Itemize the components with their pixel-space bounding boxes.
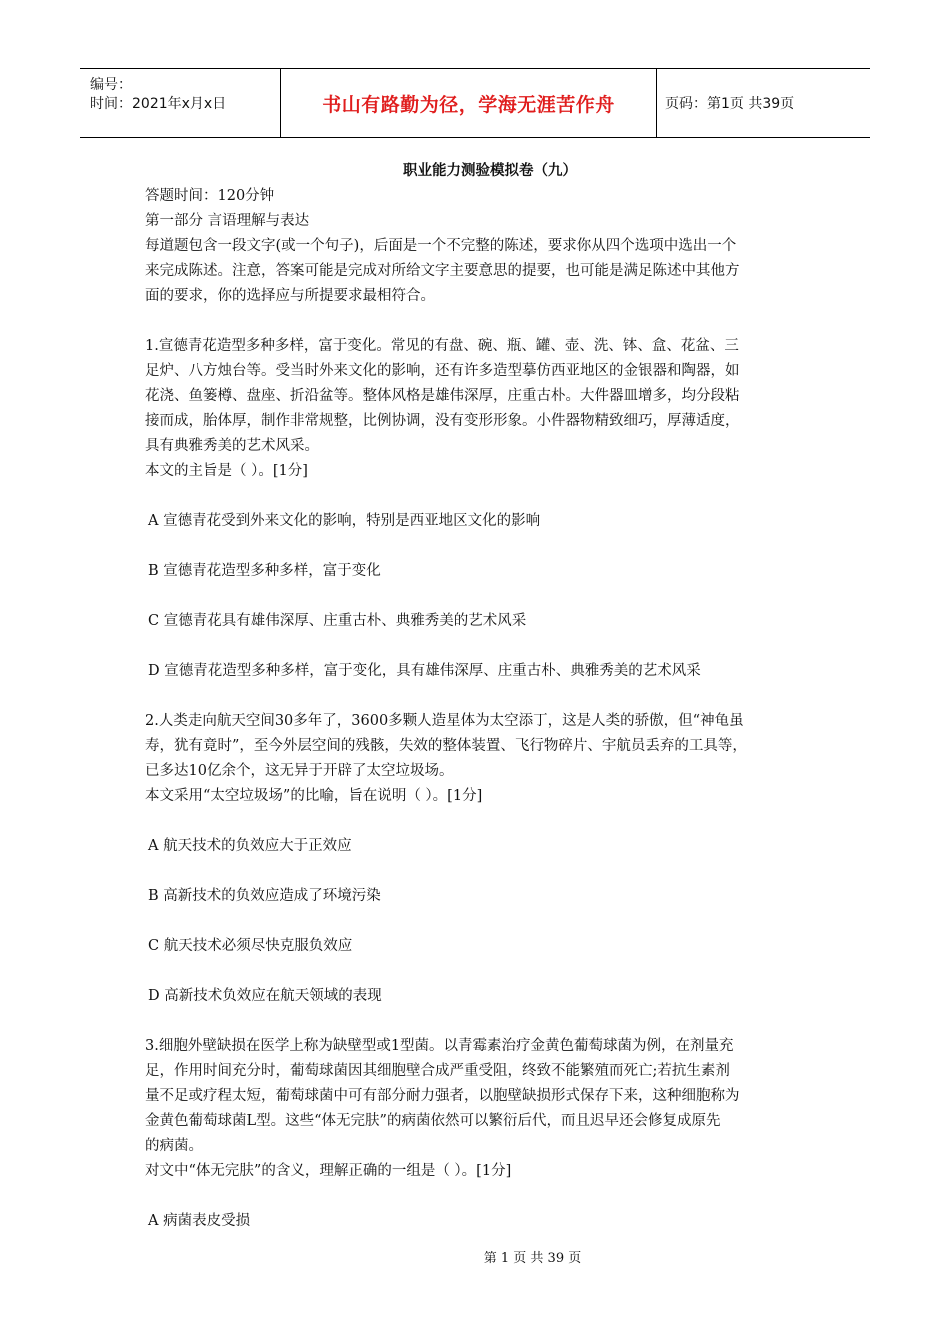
q3-passage-line: 量不足或疗程太短，葡萄球菌中可有部分耐力强者，以胞壁缺损形式保存下来，这种细胞称为: [145, 1088, 740, 1104]
footer-page-number: 第 1 页 共 39 页: [483, 1251, 582, 1266]
q2-option-b: B 高新技术的负效应造成了环境污染: [148, 888, 381, 904]
q2-option-d: D 高新技术负效应在航天领域的表现: [148, 988, 382, 1004]
spacer: [145, 684, 825, 709]
q2-passage-line: 2.人类走向航天空间30多年了，3600多颗人造星体为太空添丁，这是人类的骄傲，但“神龟虽: [145, 713, 744, 729]
header-meta-cell: [80, 69, 281, 137]
header-motto: 书山有路勤为径，学海无涯苦作舟: [322, 93, 615, 116]
instruction-line: 每道题包含一段文字(或一个句子)，后面是一个不完整的陈述，要求你从四个选项中选出一个: [145, 238, 737, 254]
spacer: [145, 634, 825, 659]
page-header: [80, 68, 870, 138]
q2-option-a: A 航天技术的负效应大于正效应: [148, 838, 352, 854]
answer-time: 答题时间：120分钟: [145, 188, 275, 204]
page-footer: [0, 1247, 950, 1266]
spacer: [145, 1009, 825, 1034]
q1-passage-line: 具有典雅秀美的艺术风采。: [145, 438, 319, 454]
q1-option-c: C 宣德青花具有雄伟深厚、庄重古朴、典雅秀美的艺术风采: [148, 613, 527, 629]
doc-title: 职业能力测验模拟卷（九）: [403, 162, 577, 179]
spacer: [145, 909, 825, 934]
q2-question: 本文采用“太空垃圾场”的比喻，旨在说明（ ）。[1分]: [145, 788, 483, 804]
q3-passage-line: 足，作用时间充分时，葡萄球菌因其细胞壁合成严重受阻，终致不能繁殖而死亡;若抗生素剂: [145, 1063, 730, 1079]
spacer: [145, 534, 825, 559]
q3-passage-line: 金黄色葡萄球菌L型。这些“体无完肤”的病菌依然可以繁衍后代，而且迟早还会修复成原先: [145, 1113, 721, 1129]
q1-option-d: D 宣德青花造型多种多样，富于变化，具有雄伟深厚、庄重古朴、典雅秀美的艺术风采: [148, 663, 701, 679]
spacer: [145, 1184, 825, 1209]
q1-option-a: A 宣德青花受到外来文化的影响，特别是西亚地区文化的影响: [148, 513, 541, 529]
spacer: [145, 484, 825, 509]
header-page-info: 页码：第1页 共39页: [665, 96, 795, 112]
spacer: [145, 309, 825, 334]
q1-passage-line: 足炉、八方烛台等。受当时外来文化的影响，还有许多造型摹仿西亚地区的金银器和陶器，如: [145, 363, 740, 379]
q2-passage-line: 寿，犹有竟时”，至今外层空间的残骸，失效的整体装置、飞行物碎片、宇航员丢弃的工具等，: [145, 738, 747, 754]
spacer: [145, 809, 825, 834]
q3-passage-line: 的病菌。: [145, 1138, 203, 1154]
q2-option-c: C 航天技术必须尽快克服负效应: [148, 938, 353, 954]
q3-question: 对文中“体无完肤”的含义，理解正确的一组是（ ）。[1分]: [145, 1163, 512, 1179]
doc-date: 时间：2021年x月x日: [90, 96, 227, 112]
document-body: [145, 158, 825, 1234]
spacer: [145, 859, 825, 884]
q3-passage-line: 3.细胞外壁缺损在医学上称为缺壁型或1型菌。以青霉素治疗金黄色葡萄球菌为例，在剂量充: [145, 1038, 734, 1054]
header-motto-cell: [281, 69, 657, 137]
q3-option-a: A 病菌表皮受损: [148, 1213, 251, 1229]
instruction-line: 来完成陈述。注意，答案可能是完成对所给文字主要意思的提要，也可能是满足陈述中其他方: [145, 263, 740, 279]
q2-passage-line: 已多达10亿余个，这无异于开辟了太空垃圾场。: [145, 763, 454, 779]
spacer: [145, 959, 825, 984]
doc-number-label: 编号：: [90, 77, 132, 93]
spacer: [145, 584, 825, 609]
part-heading: 第一部分 言语理解与表达: [145, 213, 310, 229]
q1-passage-line: 花浇、鱼篓樽、盘座、折沿盆等。整体风格是雄伟深厚，庄重古朴。大件器皿增多，均分段粘: [145, 388, 740, 404]
q1-question: 本文的主旨是（ ）。[1分]: [145, 463, 308, 479]
q1-option-b: B 宣德青花造型多种多样，富于变化: [148, 563, 381, 579]
q1-passage-line: 接而成，胎体厚，制作非常规整，比例协调，没有变形形象。小件器物精致细巧，厚薄适度，: [145, 413, 740, 429]
q1-passage-line: 1.宣德青花造型多种多样，富于变化。常见的有盘、碗、瓶、罐、壶、洗、钵、盒、花盆、三: [145, 338, 739, 354]
instruction-line: 面的要求，你的选择应与所提要求最相符合。: [145, 288, 435, 304]
header-page-cell: [657, 69, 870, 137]
